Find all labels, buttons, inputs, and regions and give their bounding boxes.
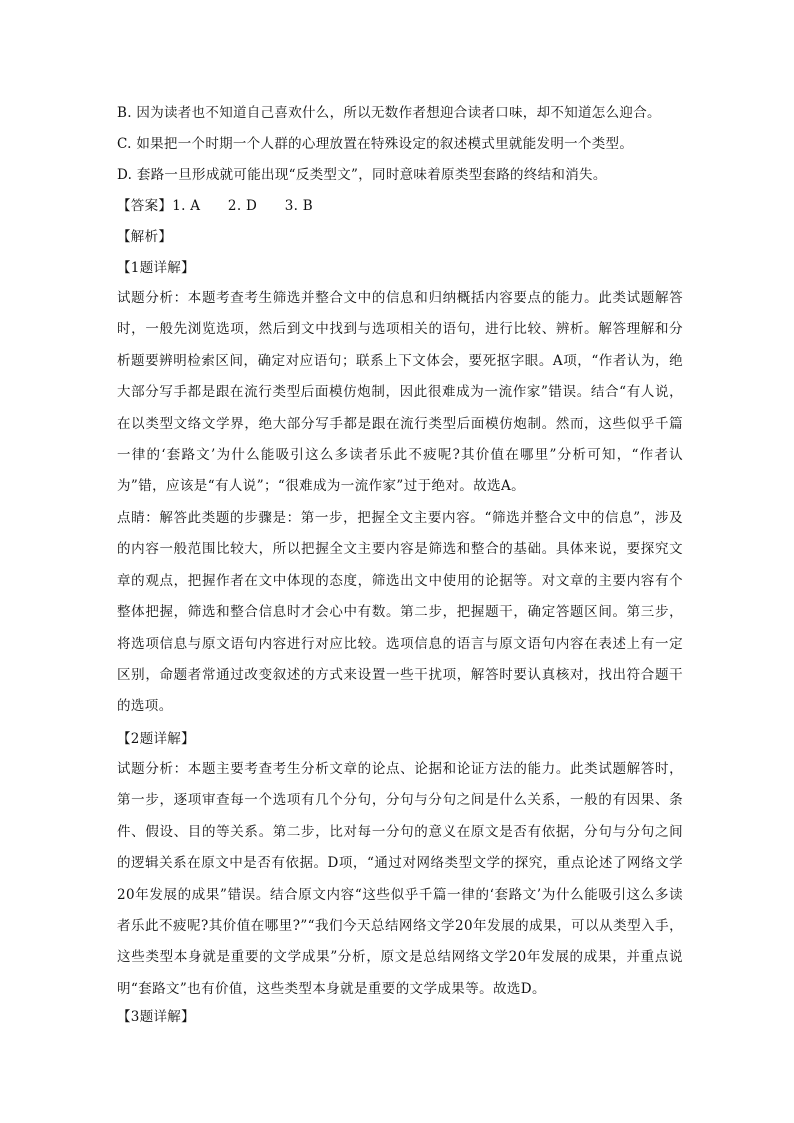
answer-label: 【答案】 <box>117 198 173 214</box>
q2-heading: 【2题详解】 <box>117 731 195 747</box>
q3-heading: 【3题详解】 <box>117 1009 195 1025</box>
option-b: B. 因为读者也不知道自己喜欢什么，所以无数作者想迎合读者口味，却不知道怎么迎合。 <box>117 105 661 121</box>
q1-heading: 【1题详解】 <box>117 260 195 276</box>
option-d: D. 套路一旦形成就可能出现“反类型文”，同时意味着原类型套路的终结和消失。 <box>117 167 607 183</box>
analysis-heading: 【解析】 <box>117 229 173 245</box>
q1-analysis: 试题分析：本题考查考生筛选并整合文中的信息和归纳概括内容要点的能力。此类试题解答时，一般先浏览选项，然后到文中找到与选项相关的语句，进行比较、辨析。解答理解和分析题要辨明检索区间，确定对应语句；联系上下文体会，要死抠字眼。A项，“作者认为，绝大部分写手都是跟在流行类型后面模仿炮制，因此很难成为一流作家”错误。结合“有人说，在以类型文络文学界，绝大部分写手都是跟在流行类型后面模仿炮制。然而，这些似乎千篇一律的‘套路文’为什么能吸引这么多读者乐此不疲呢?其价值在哪里”分析可知，“作者认为”错，应该是“有人说”；“很难成为一流作家”过于绝对。故选A。 <box>117 290 683 495</box>
q2-analysis: 试题分析：本题主要考查考生分析文章的论点、论据和论证方法的能力。此类试题解答时，第一步，逐项审查每一个选项有几个分句，分句与分句之间是什么关系，一般的有因果、条件、假设、目的等关系。第二步，比对每一分句的意义在原文是否有依据，分句与分句之间的逻辑关系在原文中是否有依据。D项，“通过对网络类型文学的探究，重点论述了网络文学20年发展的成果”错误。结合原文内容“这些似乎千篇一律的‘套路文’为什么能吸引这么多读者乐此不疲呢?其价值在哪里?”“我们今天总结网络文学20年发展的成果，可以从类型入手，这些类型本身就是重要的文学成果”分析，原文是总结网络文学20年发展的成果，并重点说明“套路文”也有价值，这些类型本身就是重要的文学成果等。故选D。 <box>117 761 683 997</box>
answer-value: 1. A 2. D 3. B <box>172 198 314 214</box>
answer-line <box>117 196 677 216</box>
q1-tip: 点睛：解答此类题的步骤是：第一步，把握全文主要内容。“筛选并整合文中的信息”，涉及的内容一般范围比较大，所以把握全文主要内容是筛选和整合的基础。具体来说，要探究文章的观点，把握作者在文中体现的态度，筛选出文中使用的论据等。对文章的主要内容有个整体把握，筛选和整合信息时才会心中有数。第二步，把握题干，确定答题区间。第三步，将选项信息与原文语句内容进行对应比较。选项信息的语言与原文语句内容在表述上有一定区别，命题者常通过改变叙述的方式来设置一些干扰项，解答时要认真核对，找出符合题干的选项。 <box>117 510 683 715</box>
option-c: C. 如果把一个时期一个人群的心理放置在特殊设定的叙述模式里就能发明一个类型。 <box>117 136 634 152</box>
